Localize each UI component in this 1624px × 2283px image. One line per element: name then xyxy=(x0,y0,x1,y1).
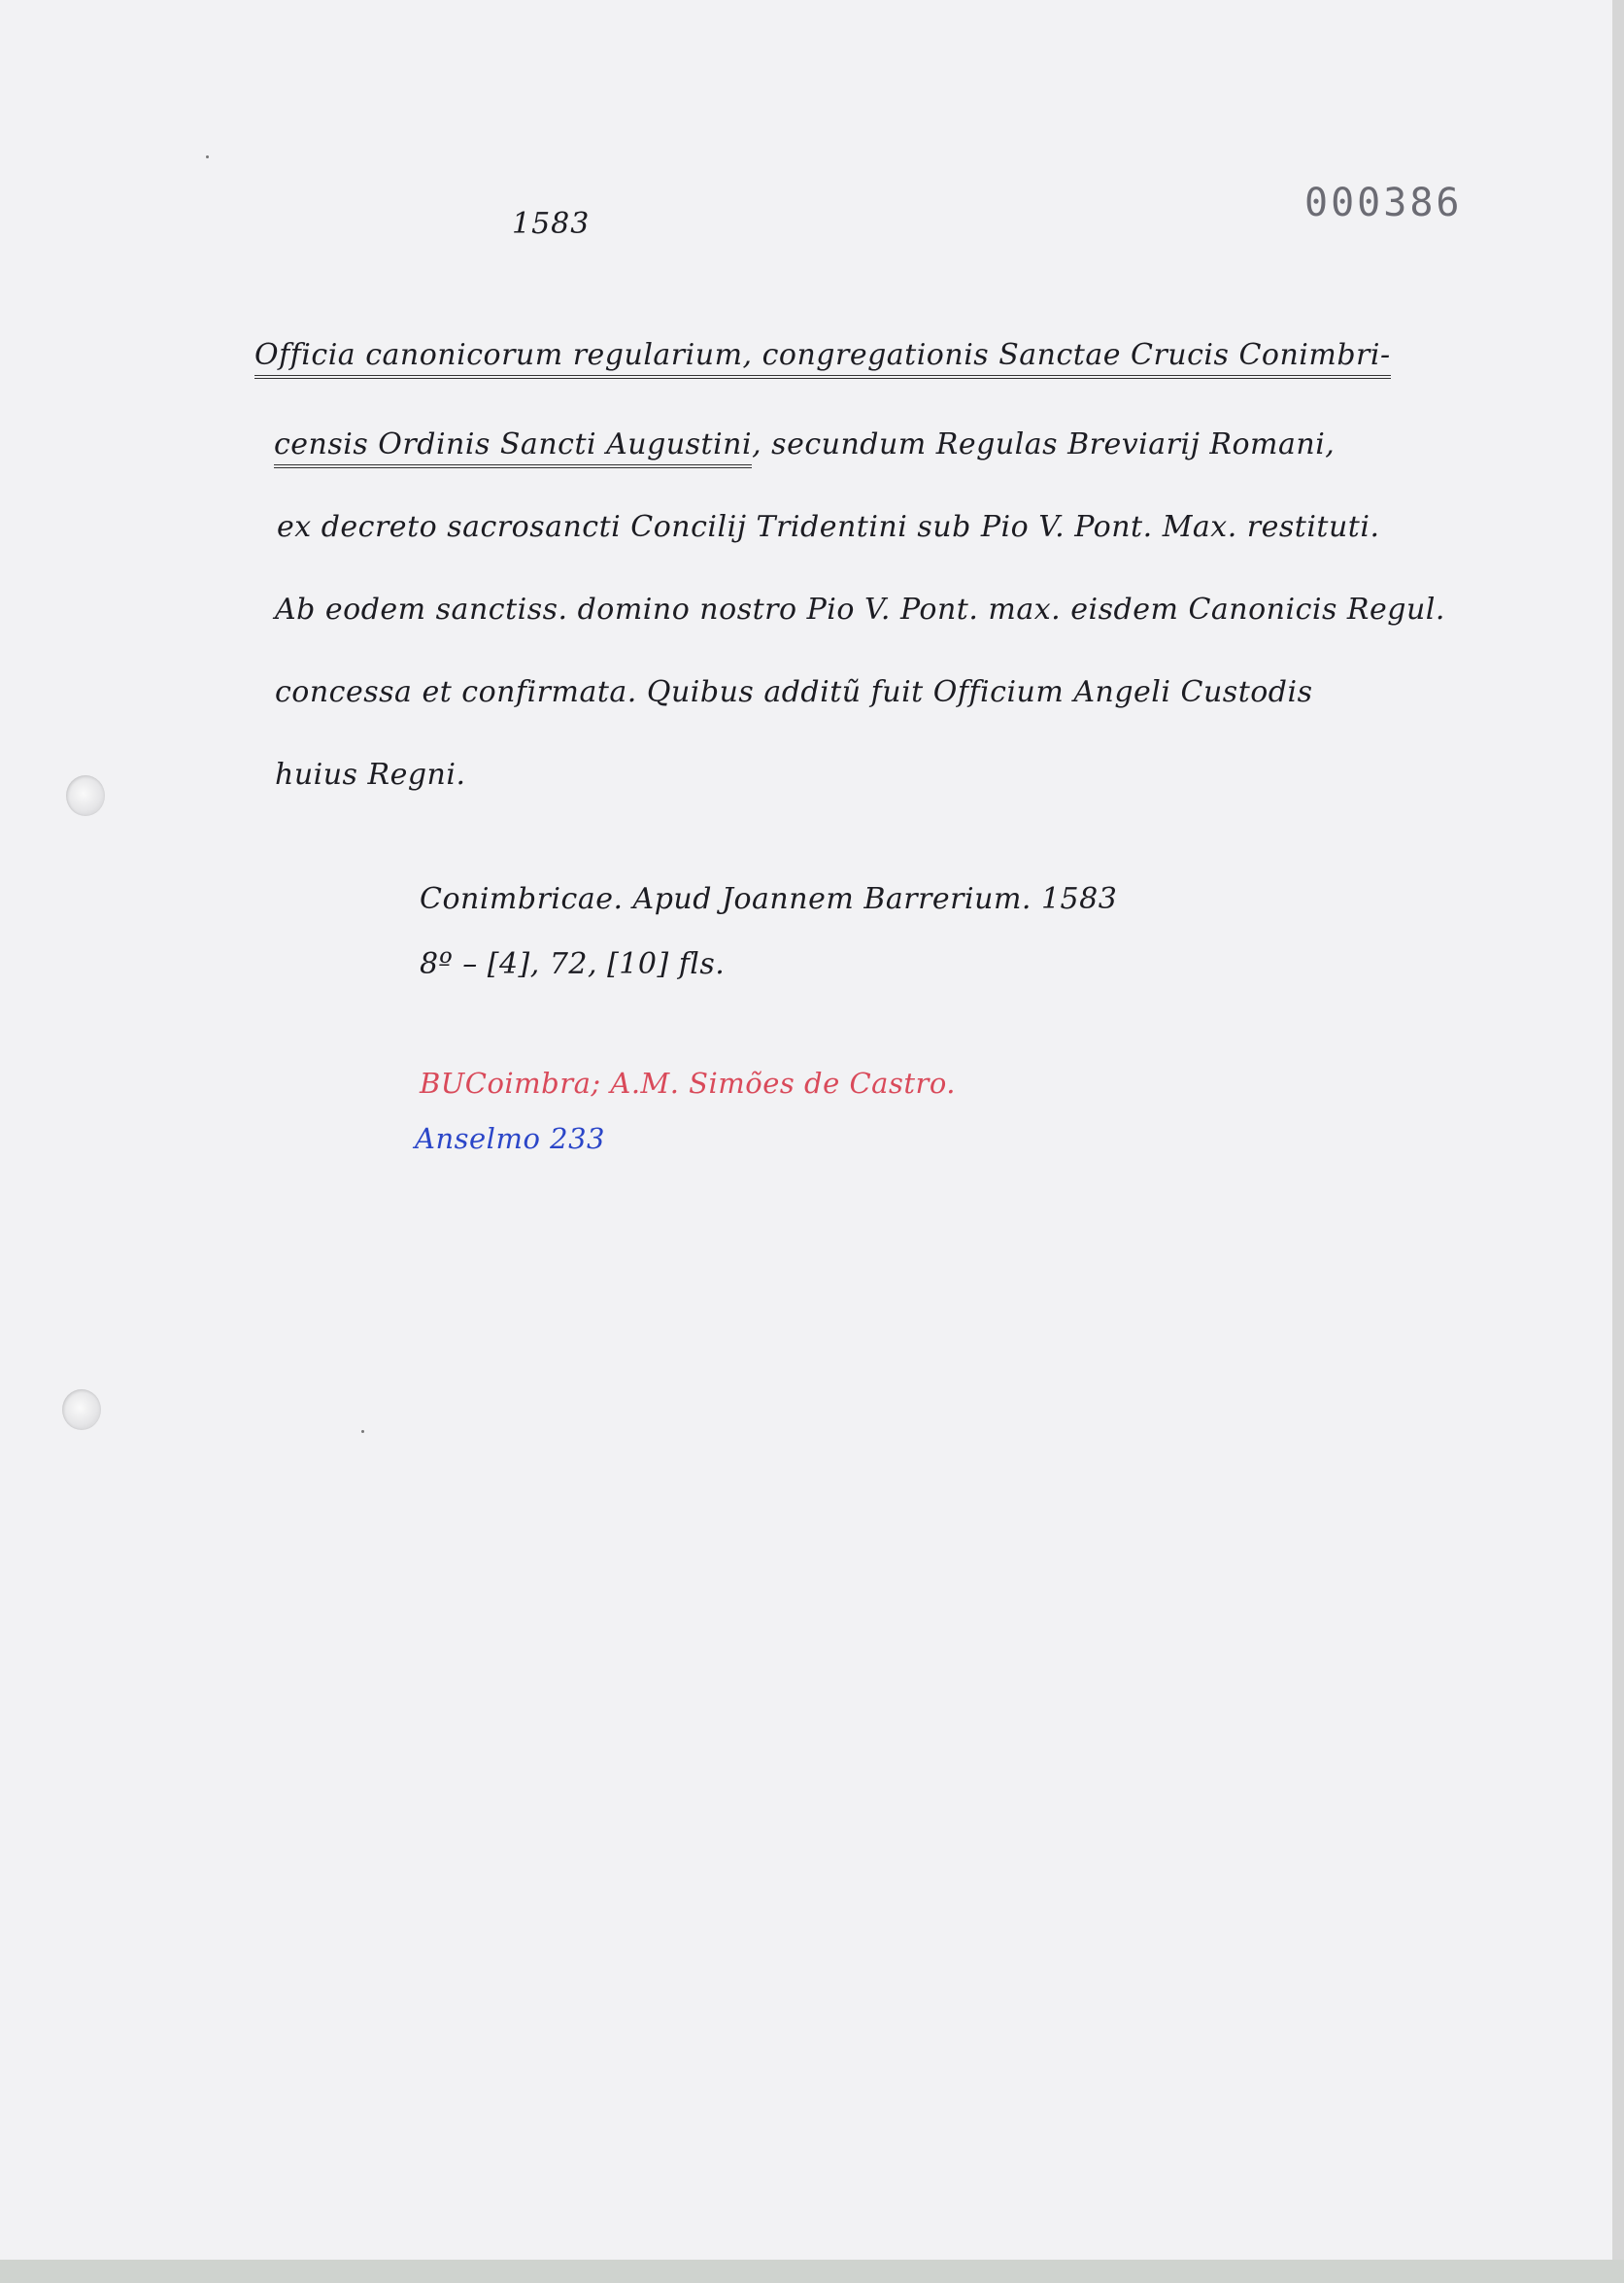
header-year: 1583 xyxy=(512,207,591,241)
reference-line: Anselmo 233 xyxy=(415,1122,605,1155)
holdings-line: BUCoimbra; A.M. Simões de Castro. xyxy=(420,1067,957,1100)
paper-speck xyxy=(206,155,209,158)
collation-line: 8º – [4], 72, [10] fls. xyxy=(420,947,726,981)
title-line-2-rest: , secundum Regulas Breviarij Romani, xyxy=(752,427,1336,461)
stamp-number: 000386 xyxy=(1304,181,1463,225)
imprint-line: Conimbricae. Apud Joannem Barrerium. 1583 xyxy=(420,882,1118,916)
scan-edge-right xyxy=(1612,0,1624,2283)
paper-speck xyxy=(361,1430,364,1433)
title-line-4: Ab eodem sanctiss. domino nostro Pio V. Pont. max. eisdem Canonicis Regul. xyxy=(275,593,1445,627)
punch-hole-lower xyxy=(62,1389,101,1430)
punch-hole-upper xyxy=(66,775,105,816)
title-line-6: huius Regni. xyxy=(275,758,466,792)
title-line-3: ex decreto sacrosancti Concilij Tridentini sub Pio V. Pont. Max. restituti. xyxy=(277,510,1380,544)
title-line-1: Officia canonicorum regularium, congregationis Sanctae Crucis Conimbri- xyxy=(254,338,1391,379)
scan-edge-bottom xyxy=(0,2260,1624,2283)
title-line-2 xyxy=(274,427,1335,461)
title-line-2-underlined: censis Ordinis Sancti Augustini xyxy=(274,427,752,468)
title-line-5: concessa et confirmata. Quibus additũ fuit Officium Angeli Custodis xyxy=(275,675,1313,709)
